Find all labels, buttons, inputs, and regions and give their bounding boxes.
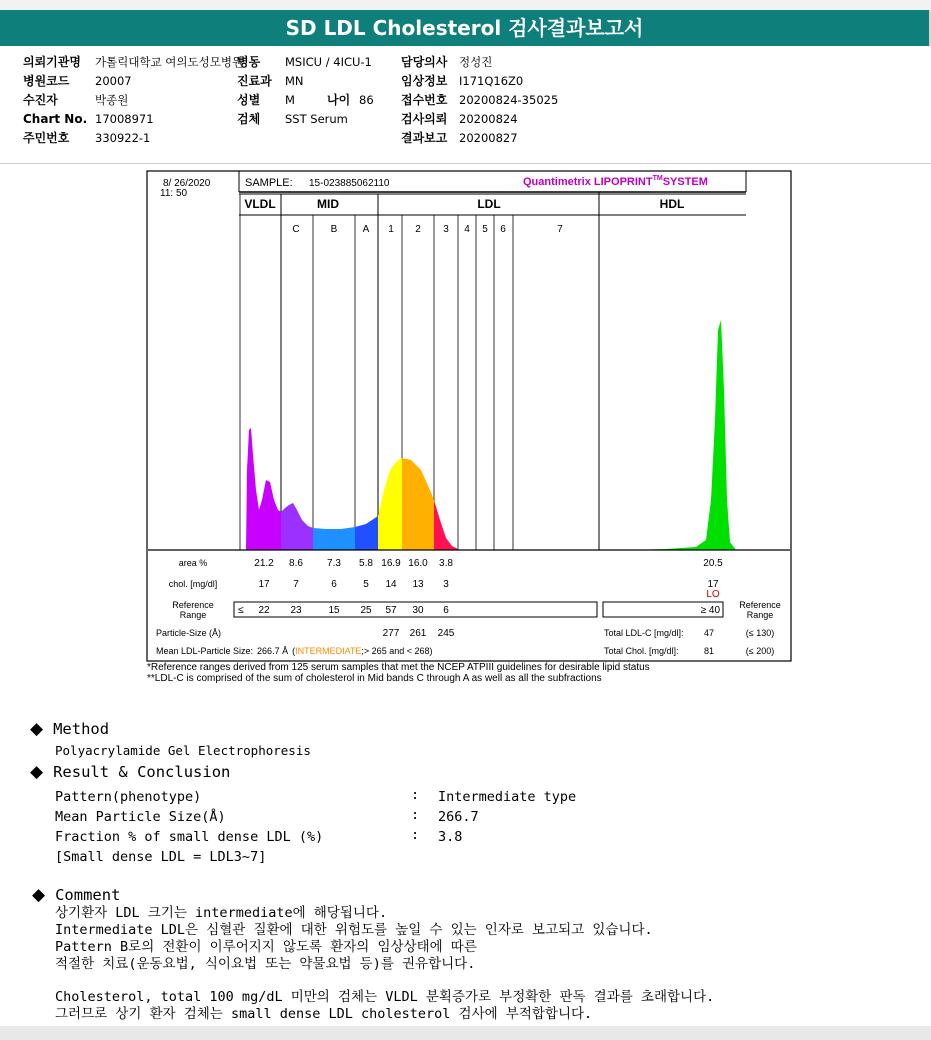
group-hdl: HDL [659, 197, 685, 211]
result-heading-text: Result & Conclusion [53, 763, 231, 781]
chol-value: 17 [258, 579, 270, 590]
ref-value: 30 [412, 605, 424, 616]
row-label-mean: Mean LDL-Particle Size: 266.7 Å (INTERMEDIATE;> 265 and < 268) [156, 646, 433, 656]
info-key: 병동 [237, 55, 261, 69]
header-divider [0, 163, 931, 164]
info-key: 접수번호 [401, 93, 448, 107]
info-row-ward [237, 53, 374, 72]
area-value: 16.0 [408, 558, 428, 569]
comment-heading [32, 885, 120, 905]
info-row-specimen [237, 110, 374, 129]
area-value: 3.8 [439, 558, 453, 569]
chol-value: 14 [385, 579, 397, 590]
diamond-icon: ◆ [32, 885, 46, 905]
info-col-3 [401, 53, 558, 148]
info-value: 20200824 [459, 112, 518, 126]
window-top-strip [0, 0, 931, 10]
info-row-chart [23, 110, 243, 129]
group-ldl: LDL [477, 197, 501, 211]
row-label-area: area % [178, 558, 208, 568]
result-colon: : [411, 807, 420, 823]
subband-label-C: C [292, 224, 300, 235]
info-value: 330922-1 [95, 131, 151, 145]
info-row-hospital [23, 53, 243, 72]
total-ldl-label: Total LDL-C [mg/dl]: [604, 628, 684, 638]
comment-line: Intermediate LDL은 심혈관 질환에 대한 위험도를 높일 수 있는 인자로 보고되고 있습니다. [55, 922, 653, 938]
info-key: 검체 [237, 112, 261, 126]
row-label-ref1: Reference [172, 600, 214, 610]
chol-value: 3 [443, 579, 449, 590]
comment-line: Pattern B로의 전환이 이루어지지 않도록 환자의 임상상태에 따른 [55, 939, 477, 955]
result-note: [Small dense LDL = LDL3~7] [55, 849, 267, 865]
result-row-label: Pattern(phenotype) [55, 789, 202, 805]
result-colon: : [411, 827, 420, 843]
info-row-receipt [401, 91, 558, 110]
method-text: Polyacrylamide Gel Electrophoresis [55, 743, 311, 758]
group-vldl: VLDL [244, 197, 276, 211]
row-label-ref2: Range [179, 610, 207, 620]
total-chol-value: 81 [703, 646, 714, 656]
comment-heading-text: Comment [55, 886, 121, 904]
chol-value: 5 [363, 579, 369, 590]
info-key: 성별 [237, 93, 261, 107]
ref-value: 22 [258, 605, 270, 616]
diamond-icon: ◆ [30, 762, 44, 782]
info-row-patient [23, 91, 243, 110]
ref-value: 23 [290, 605, 302, 616]
method-heading [30, 719, 109, 739]
result-row-value: 3.8 [438, 829, 463, 845]
area-value: 5.8 [359, 558, 373, 569]
ref-value: 15 [328, 605, 340, 616]
info-value: M [285, 93, 295, 107]
ref-value: 57 [385, 605, 397, 616]
subband-label-A: A [362, 224, 370, 235]
sample-label: SAMPLE: [245, 177, 293, 189]
hdl-lo-flag: LO [706, 589, 720, 600]
info-value: 20200827 [459, 131, 518, 145]
info-value: 20007 [95, 74, 132, 88]
result-row-label: Mean Particle Size(Å) [55, 809, 226, 825]
hdl-chol: 17 [707, 579, 719, 590]
info-row-code [23, 72, 243, 91]
info-key: 결과보고 [401, 131, 448, 145]
info-key: 검사의뢰 [401, 112, 448, 126]
mid-b-area [313, 527, 355, 550]
info-value: I171Q16Z0 [459, 74, 524, 88]
info-value: MN [285, 74, 304, 88]
info-key: Chart No. [23, 112, 88, 126]
area-value: 8.6 [289, 558, 303, 569]
sample-id: 15-023885062110 [309, 178, 390, 189]
chart-footnotes [147, 662, 650, 684]
result-colon: : [411, 787, 420, 803]
ref-value: 25 [360, 605, 372, 616]
particle-size-value: 245 [437, 628, 455, 639]
comment-line: 상기환자 LDL 크기는 intermediate에 해당됩니다. [55, 905, 388, 921]
subband-label-B: B [330, 224, 338, 235]
info-row-dept [237, 72, 374, 91]
info-row-sex [237, 91, 374, 110]
info-key: 병원코드 [23, 74, 70, 88]
ref-le-symbol: ≤ [238, 605, 244, 616]
row-label-psize: Particle-Size (Å) [156, 628, 222, 638]
footnote-2: **LDL-C is comprised of the sum of cholesterol in Mid bands C through A as well as all the subfractions [147, 673, 602, 684]
info-col-2 [237, 53, 374, 129]
result-heading [30, 762, 230, 782]
chart-time: 11: 50 [160, 188, 188, 199]
area-value: 7.3 [327, 558, 341, 569]
hdl-ref-label2: Range [746, 610, 774, 620]
lipoprint-chart [146, 170, 792, 662]
footnote-1: *Reference ranges derived from 125 serum samples that met the NCEP ATPIII guidelines for desirable lipid status [147, 662, 650, 673]
comment-line: Cholesterol, total 100 mg/dL 미만의 검체는 VLDL 분획증가로 부정확한 판독 결과를 초래합니다. [55, 989, 715, 1005]
chart-date: 8/ 26/2020 [163, 178, 211, 189]
group-mid: MID [317, 197, 339, 211]
window-bottom-bar [0, 1026, 931, 1040]
info-value: 정성진 [459, 55, 493, 69]
info-row-doctor [401, 53, 558, 72]
info-row-id [23, 129, 243, 148]
chol-value: 7 [293, 579, 299, 590]
result-row-label: Fraction % of small dense LDL (%) [55, 829, 324, 845]
comment-line: 적절한 치료(운동요법, 식이요법 또는 약물요법 등)를 권유합니다. [55, 956, 476, 972]
info-key: 의뢰기관명 [23, 55, 81, 69]
comment-line: 그러므로 상기 환자 검체는 small dense LDL cholesterol 검사에 부적합합니다. [55, 1006, 593, 1022]
info-row-report [401, 129, 558, 148]
info-value: 17008971 [95, 112, 154, 126]
particle-size-value: 261 [409, 628, 427, 639]
subband-label-6: 6 [500, 224, 506, 235]
info-key: 수진자 [23, 93, 58, 107]
subband-label-4: 4 [464, 224, 470, 235]
info-row-request [401, 110, 558, 129]
info-key-age: 나이 [327, 93, 351, 107]
subband-label-2: 2 [415, 224, 421, 235]
info-key: 주민번호 [23, 131, 70, 145]
info-value: 박종원 [95, 93, 129, 107]
subband-label-3: 3 [443, 224, 449, 235]
info-value: 20200824-35025 [459, 93, 559, 107]
total-chol-ref: (≤ 200) [745, 646, 775, 656]
info-col-1 [23, 53, 243, 148]
info-value-age: 86 [359, 93, 374, 107]
chol-value: 13 [412, 579, 424, 590]
hdl-ref-value: ≥ 40 [700, 605, 720, 616]
info-key: 담당의사 [401, 55, 448, 69]
chart-frame [147, 171, 791, 661]
subband-label-5: 5 [482, 224, 488, 235]
ref-value: 6 [443, 605, 449, 616]
area-value: 21.2 [254, 558, 274, 569]
total-chol-label: Total Chol. [mg/dl]: [604, 646, 679, 656]
hdl-area: 20.5 [703, 558, 723, 569]
report-title: SD LDL Cholesterol 검사결과보고서 [0, 10, 931, 46]
area-value: 16.9 [381, 558, 401, 569]
info-value: 가톨릭대학교 여의도성모병원 [95, 55, 244, 69]
subband-label-1: 1 [388, 224, 394, 235]
subband-label-7: 7 [557, 224, 563, 235]
result-row-value: Intermediate type [438, 789, 577, 805]
row-label-chol: chol. [mg/dl] [168, 579, 218, 589]
method-heading-text: Method [53, 720, 110, 738]
info-key: 임상정보 [401, 74, 448, 88]
lipoprint-svg [146, 170, 792, 662]
total-ldl-ref: (≤ 130) [745, 628, 775, 638]
diamond-icon: ◆ [30, 719, 44, 739]
chol-value: 6 [331, 579, 337, 590]
info-value: MSICU / 4ICU-1 [285, 55, 372, 69]
info-key: 진료과 [237, 74, 272, 88]
result-row-value: 266.7 [438, 809, 479, 825]
particle-size-value: 277 [382, 628, 400, 639]
brand-name: Quantimetrix LIPOPRINT™SYSTEM [523, 175, 708, 188]
total-ldl-value: 47 [703, 628, 714, 638]
hdl-ref-label1: Reference [739, 600, 781, 610]
info-row-clinical [401, 72, 558, 91]
info-value: SST Serum [285, 112, 348, 126]
